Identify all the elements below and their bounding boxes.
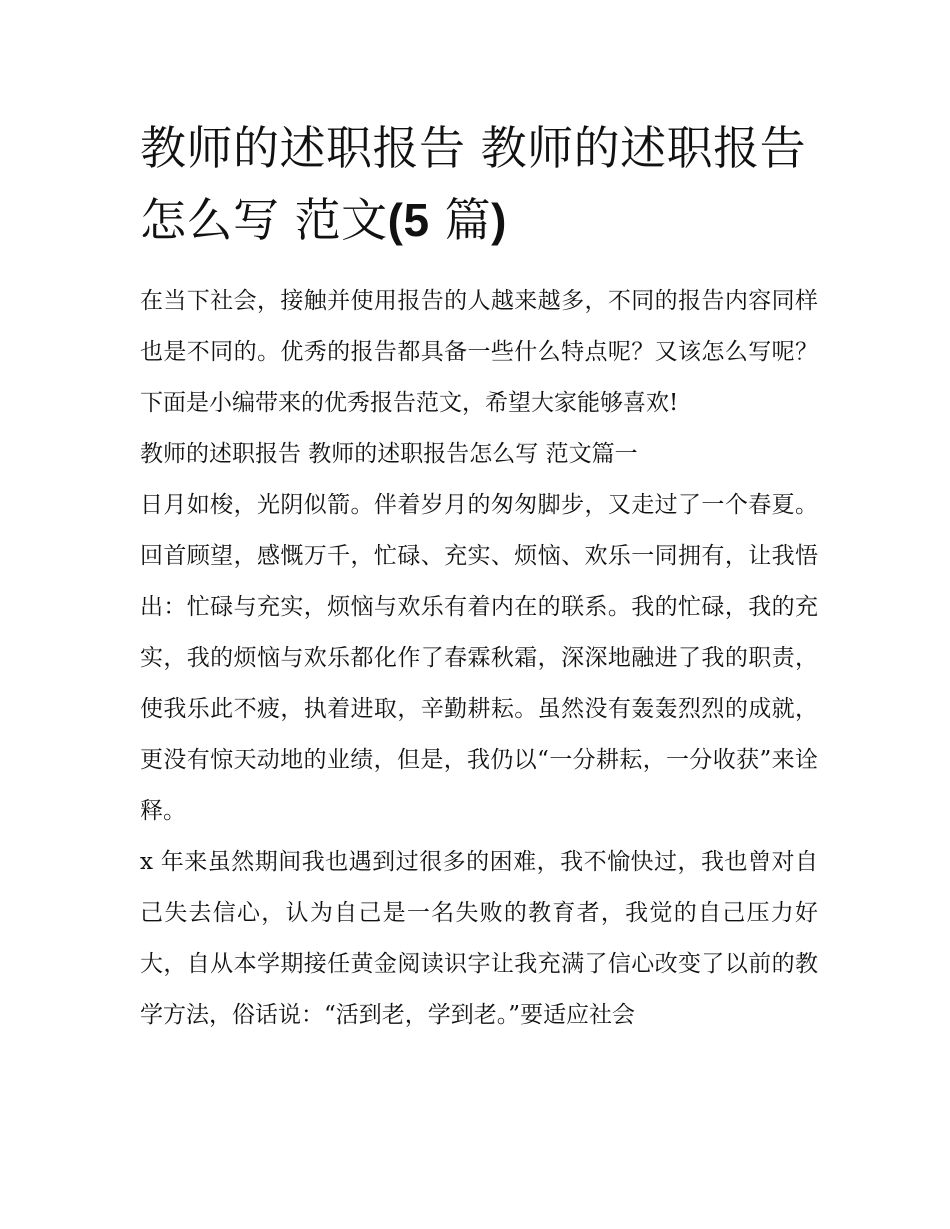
document-body xyxy=(140,276,818,1041)
title-number: 5 xyxy=(403,194,430,246)
section-heading: 教师的述职报告 教师的述职报告怎么写 范文篇一 xyxy=(140,441,638,467)
body-paragraph: 日月如梭，光阴似箭。伴着岁月的匆匆脚步，又走过了一个春夏。回首顾望，感慨万千，忙碌、充实、烦恼、欢乐一同拥有，让我悟出：忙碌与充实，烦恼与欢乐有着内在的联系。我的忙碌，我的充实，我的烦恼与欢乐都化作了春霖秋霜，深深地融进了我的职责，使我乐此不疲，执着进取，辛勤耕耘。虽然没有轰轰烈烈的成就，更没有惊天动地的业绩，但是，我仍以“一分耕耘，一分收获”来诠释。 xyxy=(140,492,818,824)
title-text: 教师的述职报告 教师的述职报告怎么写 范文 xyxy=(140,121,807,247)
title-unit: 篇 xyxy=(429,193,492,247)
body-paragraph: x 年来虽然期间我也遇到过很多的困难，我不愉快过，我也曾对自己失去信心，认为自己是一名失败的教育者，我觉的自己压力好大，自从本学期接任黄金阅读识字让我充满了信心改变了以前的教学方法，俗话说：“活到老，学到老。”要适应社会 xyxy=(140,849,818,1028)
title-paren-open: ( xyxy=(387,194,404,246)
intro-paragraph: 在当下社会，接触并使用报告的人越来越多，不同的报告内容同样也是不同的。优秀的报告都具备一些什么特点呢？又该怎么写呢？下面是小编带来的优秀报告范文，希望大家能够喜欢! xyxy=(140,288,818,416)
title-paren-close: ) xyxy=(491,194,507,246)
document-title xyxy=(140,112,820,256)
